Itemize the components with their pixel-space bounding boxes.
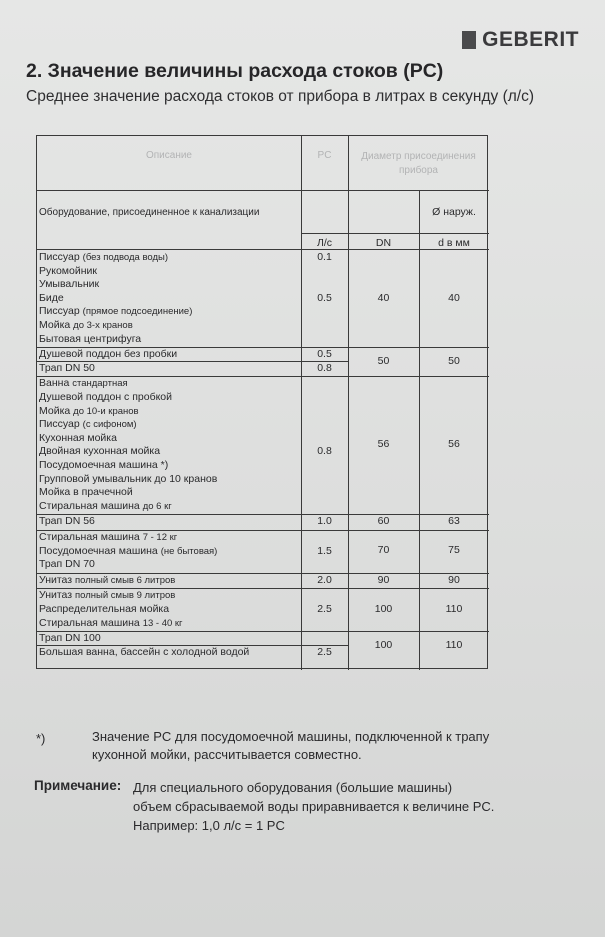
row-item-note: до 3-х кранов [73,320,133,331]
row-item-name: Большая ванна, бассейн с холодной водой [39,645,250,658]
row-pc-value: 0.5 [317,348,332,361]
row-dn-value: 100 [374,602,393,615]
group-divider [37,631,489,632]
header-unit-d: d в мм [438,237,470,249]
table-row-description [39,486,133,500]
row-item-note: полный смыв 6 литров [75,574,176,586]
header-description: Описание [145,150,192,161]
table-row-description [39,459,168,473]
row-item-name: Групповой умывальник до 10 кранов [39,472,218,485]
row-item-note: до 6 кг [142,500,172,512]
row-item-note: (с сифоном) [82,419,137,431]
flow-rate-table [36,135,488,669]
table-row-description [39,251,168,265]
row-d-value: 110 [445,638,463,651]
header-equipment: Оборудование, присоединенное к канализации [39,207,260,218]
table-row-description [39,391,172,405]
row-pc-value: 2.0 [317,573,332,586]
row-item-name: Душевой поддон с пробкой [39,391,173,403]
row-d-value: 90 [448,573,460,586]
section-title: 2. Значение величины расхода стоков (PC) [26,60,444,82]
note-line: объем сбрасываемой воды приравнивается к величине PC. [133,799,495,814]
header-bottom-divider [37,249,489,250]
table-row-description [39,617,183,631]
row-item-name: Посудомоечная машина *) [39,459,169,471]
row-item-name: Писсуар [39,418,80,431]
brand-name: GEBERIT [482,28,579,51]
row-item-note: 7 - 12 кг [142,532,178,543]
table-row-description [39,545,217,559]
row-item-name: Трап DN 70 [39,558,95,571]
row-item-name: Рукомойник [39,264,97,277]
row-item-name: Стиральная машина [39,499,140,512]
row-d-value: 63 [448,515,460,528]
row-item-note: 13 - 40 кг [142,617,183,629]
row-item-note: до 10-и кранов [73,405,139,417]
table-row-description [39,603,169,617]
dn-column-divider [348,136,349,670]
row-d-value: 40 [448,291,460,304]
header-pc: PC [317,150,332,161]
row-item-name: Унитаз [39,573,73,586]
row-item-note: (прямое подсоединение) [82,306,193,318]
row-item-name: Бытовая центрифуга [39,332,142,345]
row-item-name: Трап DN 50 [39,361,95,374]
row-pc-value: 2.5 [317,603,332,615]
row-pc-value: 0.8 [317,445,332,458]
row-pc-value: 1.0 [317,515,332,528]
row-item-name: Мойка [39,404,71,417]
table-row-description [39,405,139,419]
note-text [133,778,563,835]
row-item-name: Кухонная мойка [39,431,117,444]
row-item-note: полный смыв 9 литров [75,590,176,602]
row-item-name: Ванна [39,377,70,390]
table-row-description [39,292,64,306]
table-row-description [39,589,175,603]
row-dn-value: 100 [374,638,393,651]
header-diameter: Диаметр присоединения прибора [361,151,476,176]
table-row-description [39,305,192,319]
table-row-description [39,432,117,446]
row-item-name: Унитаз [39,589,73,602]
note-line: Например: 1,0 л/с = 1 PC [133,818,285,833]
table-row-description [39,558,95,572]
row-item-note: (не бытовая) [160,545,218,557]
row-pc-value: 0.8 [317,361,332,374]
row-d-value: 56 [448,438,460,451]
row-item-name: Биде [39,291,64,304]
row-dn-value: 90 [377,573,390,586]
row-item-name: Писсуар [39,305,80,318]
row-item-name: Умывальник [39,278,100,291]
table-row-description [39,265,97,279]
row-item-name: Распределительная мойка [39,603,170,615]
table-row-description [39,319,133,333]
header-divider [37,190,489,191]
table-row-description [39,445,160,459]
note-label: Примечание: [34,778,122,793]
header-unit-ls: Л/с [316,237,333,249]
units-divider [301,233,489,234]
row-dn-value: 60 [377,515,390,528]
table-row-description [39,278,99,292]
row-d-value: 75 [448,544,460,557]
row-pc-value: 0.1 [317,251,332,263]
footnote-mark: *) [36,731,46,746]
row-item-name: Посудомоечная машина [39,544,158,557]
row-item-note: стандартная [72,378,128,390]
row-item-name: Стиральная машина [39,616,140,629]
d-column-divider [419,190,420,670]
row-item-name: Мойка в прачечной [39,486,133,499]
row-item-name: Трап DN 100 [39,632,101,645]
row-item-name: Трап DN 56 [39,515,95,528]
row-pc-value: 2.5 [317,645,332,658]
row-dn-value: 56 [377,438,390,451]
row-d-value: 50 [448,354,460,367]
section-subtitle: Среднее значение расхода стоков от прибора в литрах в секунду (л/с) [26,88,535,105]
table-row-description [39,515,95,529]
footnote-text: Значение PC для посудомоечной машины, подключенной к трапу кухонной мойки, рассчитывается совместно. [92,729,490,762]
row-item-name: Писсуар [39,251,80,263]
table-row-description [39,348,177,362]
row-item-name: Двойная кухонная мойка [39,445,161,458]
table-row-description [39,473,217,487]
table-row-description [39,418,137,432]
row-dn-value: 40 [377,291,390,304]
table-row-description [39,333,141,347]
table-row-description [39,377,128,391]
header-outer-diameter: Ø наруж. [432,206,476,218]
table-row-description [39,362,95,376]
header-unit-dn: DN [375,237,392,249]
row-dn-value: 70 [377,544,390,557]
row-item-name: Мойка [39,319,71,331]
row-item-name: Душевой поддон без пробки [39,348,178,361]
row-pc-value: 1.5 [317,544,332,557]
row-dn-value: 50 [377,354,390,367]
row-item-note: (без подвода воды) [82,252,169,263]
row-pc-value: 0.5 [317,291,332,304]
row-d-value: 110 [445,602,463,615]
table-row-description [39,574,175,588]
note-line: Для специального оборудования (большие машины) [133,780,453,795]
brand-logo [462,28,579,52]
logo-square-icon [462,31,476,49]
table-row-description [39,646,249,660]
table-row-description [39,632,101,646]
table-row-description [39,500,172,514]
table-row-description [39,531,177,545]
row-item-name: Стиральная машина [39,531,140,543]
